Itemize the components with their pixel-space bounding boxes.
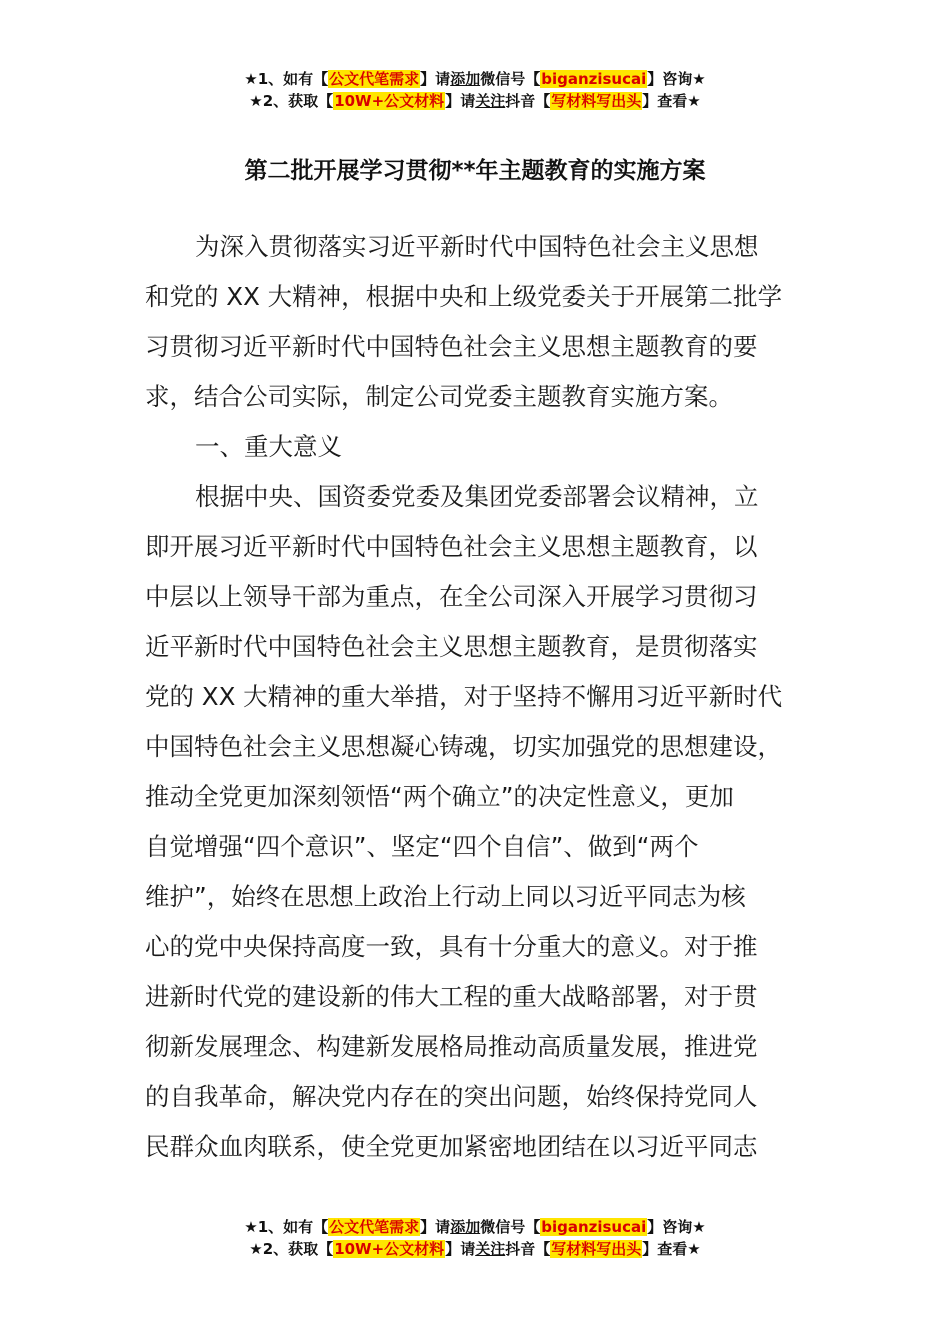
highlight-service: 公文代笔需求: [329, 1218, 420, 1236]
promo-text: 微信号【: [480, 1218, 541, 1236]
paragraph-line: 进新时代党的建设新的伟大工程的重大战略部署，对于贯: [145, 982, 758, 1011]
paragraph-line: 民群众血肉联系，使全党更加紧密地团结在以习近平同志: [145, 1132, 758, 1161]
promo-text: ★1、如有【: [244, 1218, 329, 1236]
highlight-douyin-account: 写材料写出头: [551, 1240, 642, 1258]
paragraph-line: 中层以上领导干部为重点，在全公司深入开展学习贯彻习: [145, 582, 758, 611]
document-title: 第二批开展学习贯彻**年主题教育的实施方案: [244, 158, 706, 184]
promo-underlined-text: 添加: [450, 70, 481, 88]
paragraph-line: 推动全党更加深刻领悟“两个确立”的决定性意义，更加: [145, 782, 734, 811]
paragraph-line: 即开展习近平新时代中国特色社会主义思想主题教育，以: [145, 532, 758, 561]
paragraph-line: 习贯彻习近平新时代中国特色社会主义思想主题教育的要: [145, 332, 758, 361]
highlight-materials: 10W+公文材料: [334, 92, 445, 110]
promo-text: ★1、如有【: [244, 70, 329, 88]
promo-text: 】查看★: [642, 92, 701, 110]
promo-line-2: [0, 1238, 950, 1260]
paragraph-line: 党的 XX 大精神的重大举措，对于坚持不懈用习近平新时代: [145, 682, 783, 711]
highlight-service: 公文代笔需求: [329, 70, 420, 88]
paragraph-line: 心的党中央保持高度一致，具有十分重大的意义。对于推: [145, 932, 758, 961]
paragraph-line: 彻新发展理念、构建新发展格局推动高质量发展，推进党: [145, 1032, 758, 1061]
paragraph-line: 为深入贯彻落实习近平新时代中国特色社会主义思想: [195, 232, 759, 261]
promo-text: 】咨询★: [647, 1218, 706, 1236]
promo-text: 】请: [445, 92, 476, 110]
highlight-materials: 10W+公文材料: [334, 1240, 445, 1258]
footer-promo-banner: [0, 1216, 950, 1260]
promo-text: 】请: [445, 1240, 476, 1258]
paragraph-line: 近平新时代中国特色社会主义思想主题教育，是贯彻落实: [145, 632, 758, 661]
paragraph-line: 的自我革命，解决党内存在的突出问题，始终保持党同人: [145, 1082, 758, 1111]
paragraph-line: 根据中央、国资委党委及集团党委部署会议精神，立: [195, 482, 759, 511]
promo-text: 微信号【: [480, 70, 541, 88]
promo-text: 抖音【: [505, 1240, 551, 1258]
promo-line-2: [0, 90, 950, 112]
highlight-wechat-id: biganzisucai: [541, 70, 647, 88]
highlight-wechat-id: biganzisucai: [541, 1218, 647, 1236]
promo-text: 】请: [420, 1218, 451, 1236]
promo-line-1: [0, 68, 950, 90]
section-heading: 一、重大意义: [195, 432, 342, 461]
highlight-douyin-account: 写材料写出头: [551, 92, 642, 110]
promo-text: 抖音【: [505, 92, 551, 110]
promo-line-1: [0, 1216, 950, 1238]
promo-underlined-text: 添加: [450, 1218, 481, 1236]
paragraph-line: 自觉增强“四个意识”、坚定“四个自信”、做到“两个: [145, 832, 699, 861]
promo-underlined-text: 关注: [475, 92, 506, 110]
paragraph-line: 和党的 XX 大精神，根据中央和上级党委关于开展第二批学: [145, 282, 783, 311]
promo-text: 】咨询★: [647, 70, 706, 88]
paragraph-line: 中国特色社会主义思想凝心铸魂，切实加强党的思想建设，: [145, 732, 782, 761]
promo-text: 】查看★: [642, 1240, 701, 1258]
paragraph-line: 求，结合公司实际，制定公司党委主题教育实施方案。: [145, 382, 733, 411]
header-promo-banner: [0, 68, 950, 112]
promo-text: ★2、获取【: [249, 1240, 334, 1258]
promo-text: 】请: [420, 70, 451, 88]
paragraph-line: 维护”，始终在思想上政治上行动上同以习近平同志为核: [145, 882, 746, 911]
document-body: [145, 222, 805, 1172]
promo-text: ★2、获取【: [249, 92, 334, 110]
promo-underlined-text: 关注: [475, 1240, 506, 1258]
